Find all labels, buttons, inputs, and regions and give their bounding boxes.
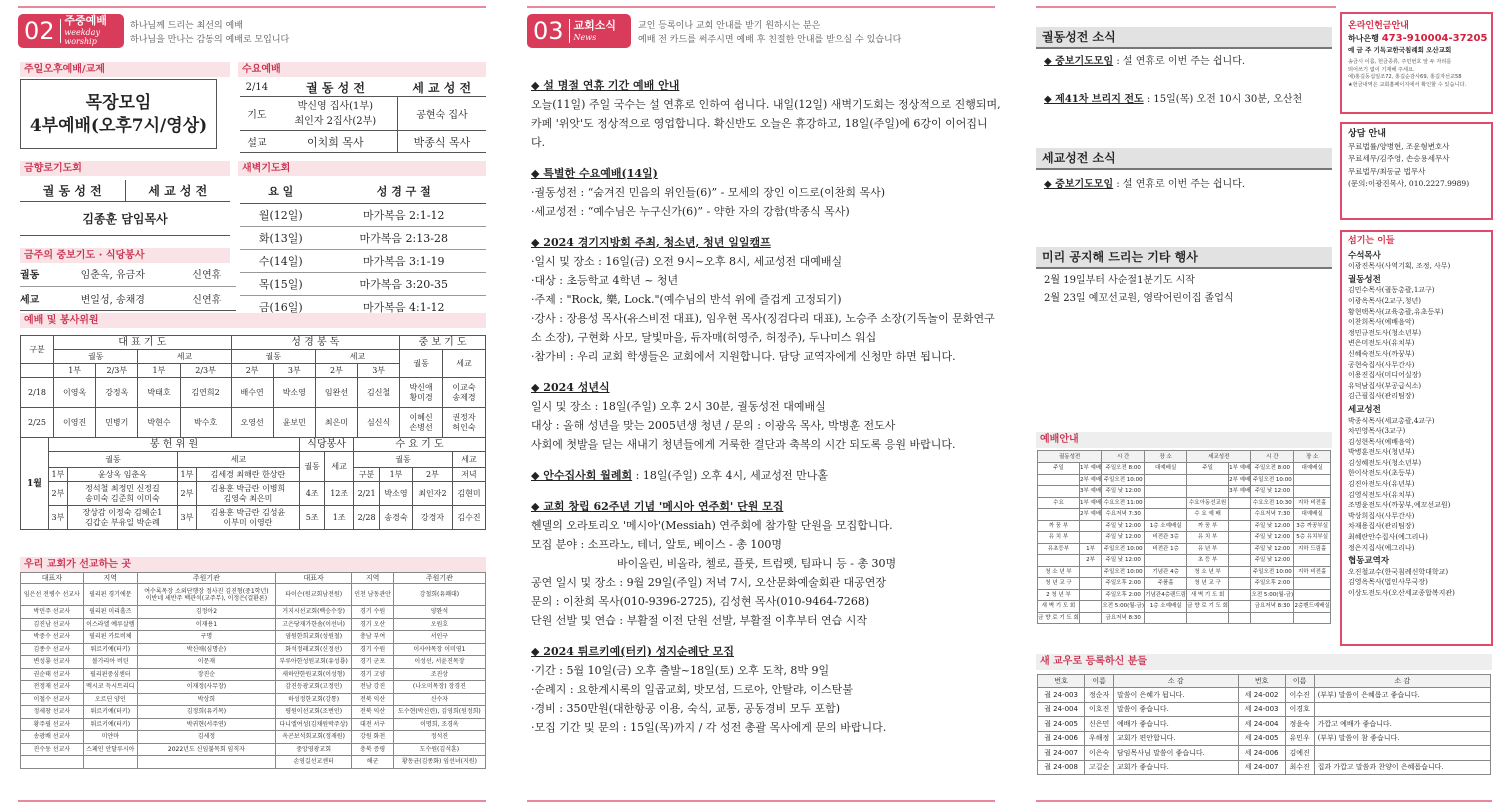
offering-table: 1월 봉 헌 위 원 식당봉사 수 요 기 도 궐동 세교 궐동 세교 궐동 세교 1부 윤상옥 임춘옥 1부 김세경 최해란 한상란 구분 1부 2부 저녁 2부 정석철 최정민 신정길 송미숙 김준희 이미숙 2부 김용훈 박금란 이병희 김영숙 최은미 4조 12조 2/21 박소영 최인자2 김현미 3부 장상감 이정숙 김혜순1 김갑순 부유일 박순례 3부 김용훈 박금란 김성윤 이부미 이영란 5조 1조 2/28 송경숙 강경자 김수진	[20, 437, 486, 530]
staff-entry: 이용진집사(미디어실장)	[1348, 371, 1422, 380]
news-holiday-title: ◆ 설 명절 연휴 기간 예배 안내	[531, 79, 680, 92]
new-member-row: 궐 24-006 우해정 교회가 편안합니다. 세 24-005 유민우 (부부) 말씀이 참 좋습니다.	[1038, 731, 1491, 746]
staff-entry: 이광옥목사(2교구,청년)	[1348, 296, 1421, 305]
staff-entry: 오진철교수(한국침례신학대학교)	[1348, 567, 1449, 576]
staff-entry: 조명윤전도사(까꿍부,예꼬선교원)	[1348, 501, 1451, 510]
mission-row: 황주필 선교사 튀르키예(터키) 박귀현(서주연) 다니엘여성(김채원박주상) 대전 서구 이명희, 조경옥	[21, 718, 486, 731]
staff-entry: 신혜숙전도사(까꿍부)	[1348, 349, 1415, 358]
worship-schedule-header: 예배안내	[1036, 432, 1332, 448]
staff-entry: 유덕남집사(부공급식소)	[1348, 381, 1422, 390]
mission-row: 박민주 선교사 필리핀 미리흘즈 김정아2 거지시선교회(백승수장) 경기 수원 양완석	[21, 606, 486, 619]
worship-schedule-row: 2 청 년 부 주일오후 2:00 기념관4층랜드림 새 벽 기 도 회 오전 5:00(월-금)	[1038, 589, 1331, 601]
worship-schedule-row: 주일 1부 예배 주일오전 8:00 대예배실 주일 1부 예배 주일오전 8:00 대예배실	[1038, 463, 1331, 475]
staff-entry: 김민수목사(궐동총괄,1교구)	[1348, 286, 1435, 295]
events-list: 2월 19일부터 사순절1분기도 시작 2월 23일 예꼬선교원, 영락어린이집 졸업식	[1044, 275, 1234, 304]
worship-schedule-row: 2부 예배 주일오전 10:00 2부 예배 주일오전 10:00	[1038, 474, 1331, 486]
header-rule	[18, 6, 486, 8]
segyo-news-header: 세교성전 소식	[1036, 148, 1332, 170]
staff-entry: 박상희집사(사무간사)	[1348, 511, 1415, 520]
news-coming-of-age-title: ◆ 2024 성년식	[531, 381, 610, 394]
page-subtitle: 교인 등록이나 교회 안내를 받기 원하시는 분은 예배 전 카드를 써주시면 예배 후 친절한 안내를 받으실 수 있습니다	[638, 21, 902, 45]
staff-entry: 공현숙집사(사무간사)	[1348, 360, 1415, 369]
staff-box: 섬기는 이들 수석목사 이광진목사(사역기획, 조정, 사무) 궐동성전 김민수목사(궐동총괄,1교구) 이광옥목사(2교구,청년) 황현택목사(교육총괄,유초등부) 이찬희목사(예배음악) 정민규전도사(청소년부) 변은미전도사(유치부) 신혜숙전도사(까꿍부) 공현숙집사(사무간사) 이용진집사(미디어실장) 유덕남집사(부공급식소) 김근필집사(관리팀장) 세교성전 박종식목사(세교총괄,4교구) 차민영목사(3교구) 김성현목사(예배음악) 박병훈전도사(청년부) 김성혜전도사(청소년부) 한이삭전도사(초등부) 김진아전도사(유년부) 김영식전도사(유치부) 조명윤전도사(까꿍부,예꼬선교원) 박상희집사(사무간사) 차재용집사(관리팀장) 최혜란안수집사(예그리나) 정은지집사(예그리나) 협동교역자 오진철교수(한국침례신학대학교) 김영옥목사(법인사무국장) 이상도전도사(오산세교종합복지관)	[1340, 230, 1493, 646]
footer-rule	[527, 800, 995, 802]
section-friday: 금향로기도회	[20, 161, 230, 176]
news-body: ◆ 설 명절 연휴 기간 예배 안내 오늘(11일) 주일 국수는 설 연휴로 인하여 쉽니다. 내일(12일) 새벽기도회는 정상적으로 진행되며, 카페 '위앗'도 정상적으로 영업합니다. 확신반도 오늘은 휴강하고, 18일(주일)에 6강이 이어집니다. ◆ 특별한 수요예배(14일) ·궐동성전 : “숨겨진 민음의 위인들(6)” - 모세의 장인 이드로(이찬희 목사) ·세교성전 : “예수님은 누구신가(6)” - 약한 자의 강함(박종식 목사) ◆ 2024 경기지방회 주최, 청소년, 청년 일일캠프 ·일시 및 장소 : 16일(금) 오전 9시~오후 8시, 세교성전 대예배실 ·대상 : 초등학교 4학년 ~ 청년 ·주제 : "Rock, 樂, Lock."(예수님의 반석 위에 즐겁게 고정되기) ·강사 : 장용성 목사(유스비전 대표), 임우현 목사(징검다리 대표), 노승주 소장(기독놀이 문화연구소 소장), 구현화 사모, 달빛마을, 듀자매(허영주, 허정주), 두나미스 워십 ·참가비 : 우리 교회 학생들은 교회에서 지원합니다. 담당 교역자에게 신청만 하면 됩니다. ◆ 2024 성년식 일시 및 장소 : 18일(주일) 오후 2시 30분, 궐동성전 대예배실 대상 : 올해 성년을 맞는 2005년생 청년 / 문의 : 이광옥 목사, 박병훈 전도사 사회에 첫발을 딛는 새내기 청년들에게 거룩한 결단과 축복의 시간 되도록 응원 바랍니다. ◆ 안수집사회 월례회 : 18일(주일) 오후 4시, 세교성전 만나홀 ◆ 교회 창립 62주년 기념 '메시아 연주회' 단원 모집 헨델의 오라토리오 '메시아'(Messiah) 연주회에 참가할 단원을 모집합니다. 모집 분야 : 소프라노, 테너, 알토, 베이스 - 총 100명 바이올린, 비올라, 첼로, 플룻, 트럼펫, 팀파니 등 - 총 30명 공연 일시 및 장소 : 9월 29일(주일) 저녁 7시, 오산문화예술회관 대공연장 문의 : 이찬희 목사(010-9396-2725), 김성현 목사(010-9464-7268) 단원 선발 및 연습 : 부활절 이전 단원 선발, 부활절 이후부터 연습 시작 ◆ 2024 튀르키예(터키) 성지순례단 모집 ·기간 : 5월 10일(금) 오후 출발~18일(토) 오후 도착, 8박 9일 ·순례지 : 요한계시록의 일곱교회, 밧모섬, 드로아, 안탈랴, 이스탄불 ·경비 : 350만원(대한항공 이용, 숙식, 교통, 공동경비 모두 포함) ·모집 기간 및 문의 : 15일(목)까지 / 각 성전 총괄 목사에게 문의 바랍니다.	[531, 76, 1001, 737]
worship-schedule-row: 청 년 교 구 주일오후 2:00 주품홀 청 년 교 구 주일오후 2:00	[1038, 578, 1331, 590]
staff-entry: 차재용집사(관리팀장)	[1348, 522, 1415, 531]
prayer-kitchen-table: 궐동 임춘옥, 유금자 신연휴 세교 변일성, 송채경 신연휴	[20, 262, 236, 311]
mission-row: 전정재 선교사 멕시코 득시트리디 이재정(사무장) 감진등광교회(고정민) 전남 강진 (나오미목장) 장경진	[21, 681, 486, 694]
mission-row: 손영길선교센터 해군 황동균(김종화) 임선녀(지원)	[21, 756, 486, 769]
new-members-header: 새 교우로 등록하신 분들	[1036, 654, 1492, 670]
section-service-staff: 예배 및 봉사위원	[20, 313, 486, 328]
mission-row: 김종수 선교사 튀르키예(터키) 박신애(심명순) 화석정레교회(신정선) 경기 수원 이사야목장 이미영1	[21, 643, 486, 656]
page-title: 교회소식	[573, 19, 617, 33]
service-staff-table: 구분 대 표 기 도 성 경 봉 독 중 보 기 도 궐동 세교 궐동 세교 궐동 세교 1부 2/3부 1부 2/3부 2부 3부 2부 3부 2/18 이영옥 강정옥 박태호 김연희2 배수연 박소영 임완선 김신철 박신애 황미경 이교숙 송제경 2/25 이영진 민병기 박현수 박수호 오영선 윤보민 최은미 심신식 이혜신 손병선 권정자 허인숙	[20, 335, 486, 438]
counseling-box: 상담 안내 무료법률/양병현, 조운형변호사 무료세무/김주영, 손승용세무사 무료법무/최동균 법무사 (문의:이광진목사, 010.2227.9989)	[1340, 122, 1493, 220]
sunday-line2: 4부예배(오후7시/영상)	[29, 116, 208, 136]
mission-row: 송광배 선교사 미얀마 김세정 옥곤보석회교회(정재원) 강원 화천 정석진	[21, 731, 486, 744]
section-sunday: 주일오후예배/교제	[20, 62, 230, 77]
counseling-title: 상담 안내	[1348, 129, 1386, 139]
staff-entry: 한이삭전도사(초등부)	[1348, 469, 1415, 478]
section-wednesday: 수요예배	[238, 62, 486, 77]
worship-schedule-row: 유초등부 1부 주일오전 10:00 비전관 1층 유 년 부 주일 낮 12:00 지하 드림홀	[1038, 543, 1331, 555]
mission-row: 임은선 전병수 선교사 필리핀 경기에문 여수록목장 소외단행장 정사진 김진형(중1학년) 이반네 세반주 백관석(교주무), 이정은(걸환론) 타이슨(원교회남전원) 인천 남동관안 강철희(유쾌대)	[21, 584, 486, 606]
page-number: 02	[24, 17, 55, 45]
mission-row: 김진남 선교사 이스라엘 예루살렘 이재용1 고은당재가한솜(이선녀) 경기 오산 오원호	[21, 618, 486, 631]
gwoldong-news-item: ◆ 제41차 브리지 전도 : 15일(목) 오전 10시 30분, 오산천	[1044, 94, 1303, 105]
worship-schedule-row: 2부 예배 수요저녁 7:30 수 요 예 배 수요저녁 7:30 대예배실	[1038, 509, 1331, 521]
staff-entry: 황현택목사(교육총괄,유초등부)	[1348, 307, 1444, 316]
new-member-row: 궐 24-007 이은숙 담임목사님 말씀이 좋습니다. 세 24-006 김예진	[1038, 746, 1491, 761]
worship-schedule-row: 유 치 부 주일 낮 12:00 비전관 3층 유 치 부 주일 낮 12:00 5층 유치부실	[1038, 532, 1331, 544]
footer-rule	[18, 800, 486, 802]
gwoldong-news-header: 궐동성전 소식	[1036, 27, 1332, 49]
mission-row: 진수동 선교사 스페인 안달루시아 2022년도 신임불목회 임직자 중앙영광교회 충북 증평 도수원(김석훈)	[21, 743, 486, 756]
staff-entry: 정은지집사(예그리나)	[1348, 543, 1415, 552]
worship-schedule-row: 청 소 년 부 주일오전 10:00 기념관 4층 청 소 년 부 주일오전 10:00 지하 비전홀	[1038, 566, 1331, 578]
header-rule	[527, 6, 995, 8]
page-title-en: weekday worship	[64, 28, 100, 47]
staff-entry: 변은미전도사(유치부)	[1348, 339, 1415, 348]
news-holiday-text: 오늘(11일) 주일 국수는 설 연휴로 인하여 쉽니다. 내일(12일) 새벽기도회는 정상적으로 진행되며, 카페 '위앗'도 정상적으로 영업합니다. 확신반도 오늘은 휴강하고, 18일(주일)에 6강이 이어집니다.	[531, 98, 1001, 149]
segyo-news-item: ◆ 중보기도모임 : 설 연휴로 이번 주는 쉽니다.	[1044, 179, 1246, 190]
staff-entry: 박종식목사(세교총괄,4교구)	[1348, 416, 1435, 425]
staff-entry: 김성현목사(예배음악)	[1348, 437, 1415, 446]
worship-schedule-row: 2부 주일 낮 12:00 초 등 부 주일 낮 12:00	[1038, 555, 1331, 567]
staff-entry: 김성혜전도사(청소년부)	[1348, 458, 1422, 467]
dawn-table: 요 일 성 경 구 절 월(12일) 마가복음 2:1-12 화(13일) 마가복음 2:13-28 수(14일) 마가복음 3:1-19 목(15일) 마가복음 3:20-35 금(16일) 마가복음 4:1-12	[240, 180, 486, 319]
mission-row: 정세창 선교사 튀르키예(터키) 김정희(유키목) 평원이선교회(조번인) 전북 익산 도수현(박신련), 김영희(원정희)	[21, 706, 486, 719]
worship-schedule-table: 궐동성전 시 간 장 소 세교성전 시 간 장 소 주일 1부 예배 주일오전 8:00 대예배실 주일 1부 예배 주일오전 8:00 대예배실 2부 예배 주일오전 10:00 2부 예배 주일오전 10:00 3부 예배 주일 낮 12:00 3부 예배 주일 낮 12:00 수요 1부 예배 수요오전 11:00 수요아동선교원 수요오전 10:30 지하 비전홀 2부 예배 수요저녁 7:30 수 요 예 배 수요저녁 7:30 대예배실 까 꿍 부 주일 낮 12:00 1층 소예배실 까 꿍 부 주일 낮 12:00 3층 까꿍부실 유 치 부 주일 낮 12:00 비전관 3층 유 치 부 주일 낮 12:00 5층 유치부실 유초등부 1부 주일오전 10:00 비전관 1층 유 년 부 주일 낮 12:00 지하 드림홀 2부 주일 낮 12:00 초 등 부 주일 낮 12:00 청 소 년 부 주일오전 10:00 기념관 4층 청 소 년 부 주일오전 10:00 지하 비전홀 청 년 교 구 주일오후 2:00 주품홀 청 년 교 구 주일오후 2:00 2 청 년 부 주일오후 2:00 기념관4층랜드림 새 벽 기 도 회 오전 5:00(월-금) 새 벽 기 도 회 오전 5:00(월-금) 1층 소예배실 금 향 로 기 도 회 금요저녁 8:30 2층밴드예배실 금 향 로 기 도 회 금요저녁 8:30	[1037, 450, 1331, 624]
gwoldong-news-item: ◆ 중보기도모임 : 설 연휴로 이번 주는 쉽니다.	[1044, 56, 1246, 67]
staff-entry: 이찬희목사(예배음악)	[1348, 318, 1415, 327]
new-member-row: 궐 24-005 신은민 예배가 좋습니다. 세 24-004 정윤숙 가깝고 예배가 좋습니다.	[1038, 717, 1491, 732]
worship-schedule-row: 3부 예배 주일 낮 12:00 3부 예배 주일 낮 12:00	[1038, 486, 1331, 498]
new-members-table: 번호 이름 소 감 번호 이름 소 감 궐 24-003 정순자 말씀이 은혜가 됩니다. 세 24-002 이수진 (부부) 말씀이 은혜롭고 좋습니다. 궐 24-004 이호진 말씀이 좋습니다. 세 24-003 이경호 궐 24-005 신은민 예배가 좋습니다. 세 24-004 정윤숙 가깝고 예배가 좋습니다. 궐 24-006 우해정 교회가 편안합니다. 세 24-005 유민우 (부부) 말씀이 참 좋습니다. 궐 24-007 이은숙 담임목사님 말씀이 좋습니다. 세 24-006 김예진 궐 24-008 고길순 교회가 좋습니다. 세 24-007 최수진 집과 가깝고 말씀과 찬양이 은혜롭습니다.	[1037, 674, 1491, 775]
friday-box: 궐 동 성 전 세 교 성 전 김종훈 담임목사	[20, 180, 230, 236]
mission-row: 박중수 선교사 필리핀 카토비체 구명 염원한희교회(성원철) 충남 부여 서인구	[21, 631, 486, 644]
news-pilgrimage-title: ◆ 2024 튀르키예(터키) 성지순례단 모집	[531, 645, 734, 658]
worship-schedule-row: 새 벽 기 도 회 오전 5:00(월-금) 1층 소예배실 금 향 로 기 도 회 금요저녁 8:30 2층밴드예배실	[1038, 601, 1331, 613]
staff-entry: 박병훈전도사(청년부)	[1348, 448, 1415, 457]
page-number: 03	[533, 17, 564, 45]
new-member-row: 궐 24-008 고길순 교회가 좋습니다. 세 24-007 최수진 집과 가깝고 말씀과 찬양이 은혜롭습니다.	[1038, 760, 1491, 775]
footer-rule	[1036, 800, 1492, 802]
header-rule	[1036, 6, 1336, 8]
staff-entry: 김진아전도사(유년부)	[1348, 480, 1415, 489]
news-wednesday-title: ◆ 특별한 수요예배(14일)	[531, 167, 658, 180]
mission-row: 이철수 선교사 오르딘 양인 박상희 하성정한교회(강통) 전북 익산 신수자	[21, 693, 486, 706]
section-mission: 우리 교회가 선교하는 곳	[20, 557, 486, 572]
new-member-row: 궐 24-003 정순자 말씀이 은혜가 됩니다. 세 24-002 이수진 (부부) 말씀이 은혜롭고 좋습니다.	[1038, 688, 1491, 703]
page-subtitle: 하나님께 드리는 최선의 예배 하나님을 만나는 감동의 예배로 모입니다	[130, 21, 290, 45]
staff-entry: 김근필집사(관리팀장)	[1348, 392, 1415, 401]
online-offering-box: 온라인헌금안내 하나은행 473-910004-37205 예 금 주 기독교한국침례회 오산교회 송금시 이름, 헌금종류, 주민번호 앞 두 자리를 띄어쓰기 없이 기재해 주세요. 예)홍길동십일조72, 홍길순감사69, 홍길자선교58 ★헌금내역은 교회홈페이지에서 확인할 수 있습니다.	[1340, 12, 1493, 114]
wednesday-table: 2/14 궐 동 성 전 세 교 성 전 기도 박신영 집사(1부) 최인자 2집사(2부) 공현숙 집사 설교 이치희 목사 박종식 목사	[240, 79, 486, 153]
friday-preacher: 김종훈 담임목사	[20, 202, 230, 236]
sunday-line1: 목장모임	[85, 93, 152, 113]
new-member-row: 궐 24-004 이호진 말씀이 좋습니다. 세 24-003 이경호	[1038, 702, 1491, 717]
news-messiah-title: ◆ 교회 창립 62주년 기념 '메시아 연주회' 단원 모집	[531, 500, 784, 513]
staff-entry: 차민영목사(3교구)	[1348, 427, 1406, 436]
worship-schedule-row: 수요 1부 예배 수요오전 11:00 수요아동선교원 수요오전 10:30 지하 비전홀	[1038, 497, 1331, 509]
section-dawn: 새벽기도회	[238, 161, 486, 176]
section-badge	[18, 14, 124, 48]
staff-entry: 김영옥목사(법인사무국장)	[1348, 578, 1428, 587]
news-deacons-meeting: ◆ 안수집사회 월례회 : 18일(주일) 오후 4시, 세교성전 만나홀	[531, 469, 829, 482]
mission-row: 변성룡 선교사 볼가리아 비틴 이문재 부루아한성원교회(유성룡) 경기 군포 이성선, 서윤진목장	[21, 656, 486, 669]
news-camp-title: ◆ 2024 경기지방회 주최, 청소년, 청년 일일캠프	[531, 236, 771, 249]
staff-entry: 최혜란안수집사(예그리나)	[1348, 533, 1428, 542]
staff-entry: 김영식전도사(유치부)	[1348, 490, 1415, 499]
worship-schedule-row: 금 향 로 기 도 회 금요저녁 8:30	[1038, 612, 1331, 624]
events-header: 미리 공지해 드리는 기타 행사	[1036, 247, 1332, 269]
section-badge	[527, 14, 631, 48]
staff-entry: 이상도전도사(오산세교종합복지관)	[1348, 589, 1455, 597]
sunday-box	[20, 79, 217, 149]
page-title-en: News	[573, 32, 597, 42]
online-offering-title: 온라인헌금안내	[1348, 21, 1409, 31]
staff-title: 섬기는 이들	[1348, 236, 1395, 246]
section-prayer-kitchen: 금주의 중보기도 · 식당봉사	[20, 248, 230, 263]
worship-schedule-row: 까 꿍 부 주일 낮 12:00 1층 소예배실 까 꿍 부 주일 낮 12:00 3층 까꿍부실	[1038, 520, 1331, 532]
page-title: 주중예배	[64, 14, 107, 28]
mission-row: 권순태 선교사 필리핀중심센터 장진순 새하얀한원교회(이성형) 경기 고양 조진상	[21, 668, 486, 681]
mission-table: 대표자 지역 주원기관 대표자 지역 주원기관 임은선 전병수 선교사 필리핀 경기에문 여수록목장 소외단행장 정사진 김진형(중1학년) 이반네 세반주 백관석(교주무), 이정은(걸환론) 타이슨(원교회남전원) 인천 남동관안 강철희(유쾌대) 박민주 선교사 필리핀 미리흘즈 김정아2 거지시선교회(백승수장) 경기 수원 양완석 김진남 선교사 이스라엘 예루살렘 이재용1 고은당재가한솜(이선녀) 경기 오산 오원호 박중수 선교사 필리핀 카토비체 구명 염원한희교회(성원철) 충남 부여 서인구 김종수 선교사 튀르키예(터키) 박신애(심명순) 화석정레교회(신정선) 경기 수원 이사야목장 이미영1 변성룡 선교사 볼가리아 비틴 이문재 부루아한성원교회(유성룡) 경기 군포 이성선, 서윤진목장 권순태 선교사 필리핀중심센터 장진순 새하얀한원교회(이성형) 경기 고양 조진상 전정재 선교사 멕시코 득시트리디 이재정(사무장) 감진등광교회(고정민) 전남 강진 (나오미목장) 장경진 이철수 선교사 오르딘 양인 박상희 하성정한교회(강통) 전북 익산 신수자 정세창 선교사 튀르키예(터키) 김정희(유키목) 평원이선교회(조번인) 전북 익산 도수현(박신련), 김영희(원정희) 황주필 선교사 튀르키예(터키) 박귀현(서주연) 다니엘여성(김채원박주상) 대전 서구 이명희, 조경옥 송광배 선교사 미얀마 김세정 옥곤보석회교회(정재원) 강원 화천 정석진 진수동 선교사 스페인 안달루시아 2022년도 신임불목회 임직자 중앙영광교회 충북 증평 도수원(김석훈) 손영길선교센터 해군 황동균(김종화) 임선녀(지원)	[20, 572, 486, 769]
account-number: 473-910004-37205	[1381, 33, 1488, 44]
staff-entry: 정민규전도사(청소년부)	[1348, 328, 1422, 337]
